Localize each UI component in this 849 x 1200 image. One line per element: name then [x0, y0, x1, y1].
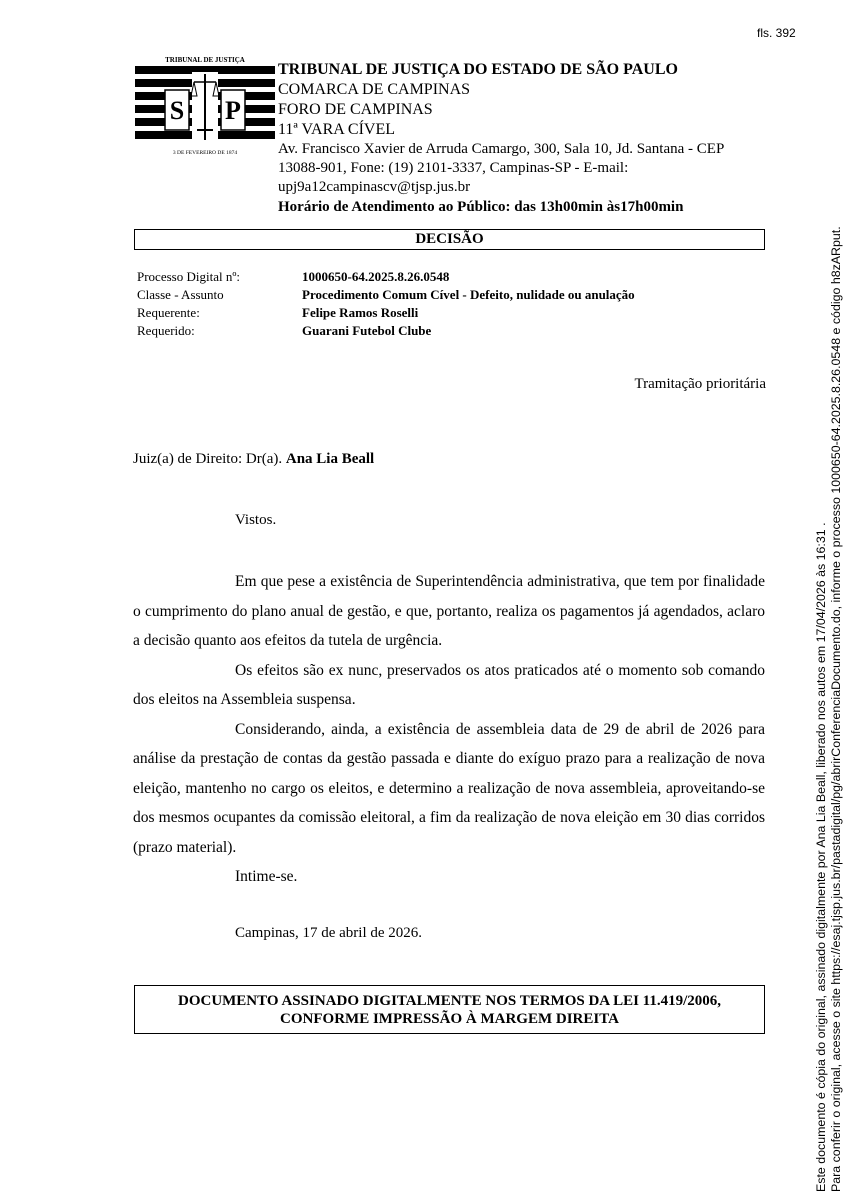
- body-paragraph: Intime-se.: [235, 868, 298, 885]
- case-row: [137, 286, 635, 304]
- case-info: [137, 268, 635, 340]
- document-type-title: DECISÃO: [134, 229, 765, 250]
- case-value: Felipe Ramos Roselli: [302, 305, 419, 320]
- comarca: COMARCA DE CAMPINAS: [278, 81, 471, 98]
- address-line-3: upj9a12campinascv@tjsp.jus.br: [278, 179, 471, 195]
- logo-bottom-text: 3 DE FEVEREIRO DE 1874: [172, 150, 238, 156]
- margin-note-line-2: Para conferir o original, acesse o site https://esaj.tjsp.jus.br/pastadigital/pg/abrirConferenciaDocumento.do, informe o processo 1000650-64.2025.8.26.0548 e código h8zARput.: [829, 226, 843, 1192]
- page-number: fls. 392: [757, 26, 796, 40]
- judge-name: Ana Lia Beall: [285, 451, 375, 467]
- case-label: Processo Digital nº:: [137, 269, 240, 284]
- address-line-2: 13088-901, Fone: (19) 2101-3337, Campinas-SP - E-mail:: [278, 160, 629, 176]
- margin-note-line-1: Este documento é cópia do original, assinado digitalmente por Ana Lia Beall, liberado nos autos em 17/04/2026 às 16:31 .: [814, 522, 828, 1192]
- office-hours: Horário de Atendimento ao Público: das 13h00min às17h00min: [278, 199, 684, 215]
- case-value: Guarani Futebol Clube: [302, 323, 432, 338]
- margin-verification-note: [814, 192, 844, 1192]
- signature-notice-line-1: DOCUMENTO ASSINADO DIGITALMENTE NOS TERMOS DA LEI 11.419/2006,: [177, 992, 722, 1009]
- priority-note: Tramitação prioritária: [634, 376, 766, 392]
- case-label: Classe - Assunto: [137, 287, 224, 302]
- logo-letter-p: P: [225, 96, 241, 125]
- case-label: Requerido:: [137, 323, 195, 338]
- body-paragraph: Considerando, ainda, a existência de assembleia data de 29 de abril de 2026 para análise da prestação de contas da gestão passada e diante do exíguo prazo para a realização de nova eleição, mantenho no cargo os eleitos, e determino a realização de nova assembleia, aproveitando-se dos mesmos ocupantes da comissão eleitoral, a fim da realização de nova eleição em 30 dias corridos (prazo material).: [133, 720, 765, 856]
- scales-icon: [191, 72, 219, 142]
- body-paragraph: Os efeitos são ex nunc, preservados os atos praticados até o momento sob comando dos eleitos na Assembleia suspensa.: [133, 661, 765, 708]
- signature-notice: [134, 985, 765, 1034]
- logo-top-text: TRIBUNAL DE JUSTIÇA: [165, 56, 245, 64]
- address-line-1: Av. Francisco Xavier de Arruda Camargo, 300, Sala 10, Jd. Santana - CEP: [278, 141, 725, 157]
- logo-letter-s: S: [169, 96, 185, 125]
- case-value: Procedimento Comum Cível - Defeito, nulidade ou anulação: [302, 287, 635, 302]
- tjsp-logo: [135, 52, 275, 162]
- case-row: [137, 322, 635, 340]
- court-name: TRIBUNAL DE JUSTIÇA DO ESTADO DE SÃO PAULO: [278, 61, 678, 78]
- judge-line: [133, 451, 374, 468]
- vara: 11ª VARA CÍVEL: [278, 121, 396, 138]
- foro: FORO DE CAMPINAS: [278, 101, 433, 118]
- signature-notice-line-2: CONFORME IMPRESSÃO À MARGEM DIREITA: [280, 1010, 619, 1027]
- case-row: [137, 268, 635, 286]
- case-label: Requerente:: [137, 305, 200, 320]
- case-value: 1000650-64.2025.8.26.0548: [302, 269, 450, 284]
- case-row: [137, 304, 635, 322]
- decision-body: [133, 567, 765, 892]
- body-paragraph: Em que pese a existência de Superintendência administrativa, que tem por finalidade o cumprimento do plano anual de gestão, e que, portanto, realiza os pagamentos já agendados, aclaro a decisão quanto aos efeitos da tutela de urgência.: [133, 573, 765, 649]
- judge-label: Juiz(a) de Direito: Dr(a).: [133, 451, 283, 467]
- greeting: Vistos.: [235, 512, 277, 528]
- decision-date: Campinas, 17 de abril de 2026.: [235, 925, 423, 941]
- court-header: [278, 60, 778, 217]
